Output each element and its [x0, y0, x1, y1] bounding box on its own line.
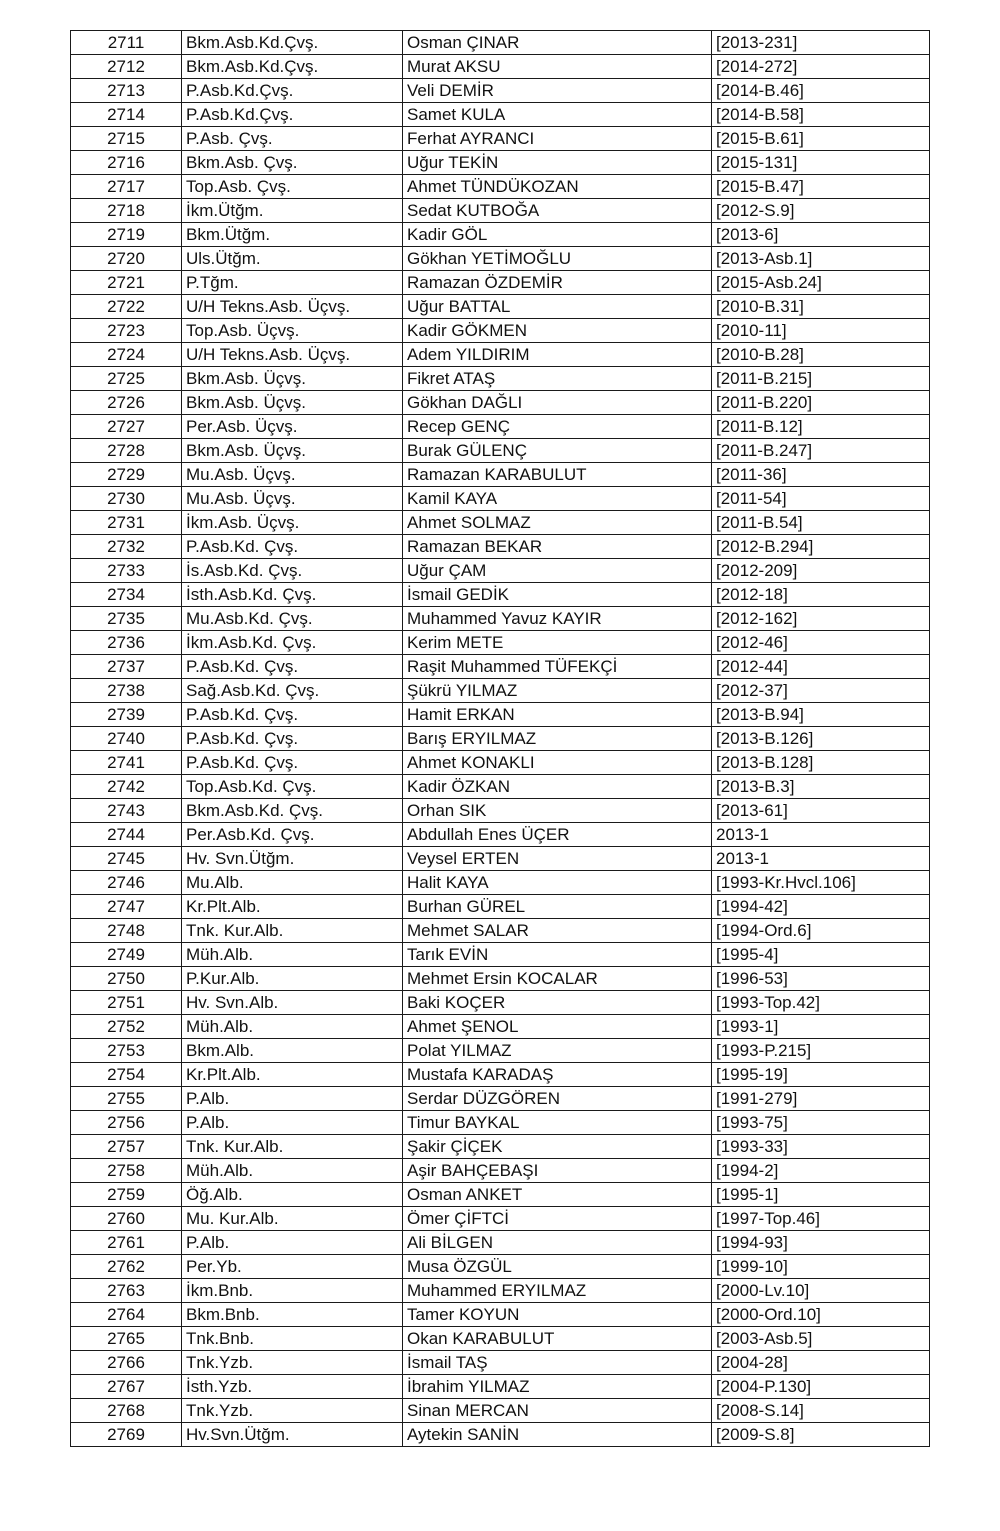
table-row	[71, 1327, 930, 1351]
registry-code-cell: [2011-B.247]	[712, 439, 930, 463]
table-row	[71, 535, 930, 559]
registry-code-cell: [2011-B.54]	[712, 511, 930, 535]
name-cell: Ahmet SOLMAZ	[403, 511, 712, 535]
table-row	[71, 967, 930, 991]
row-number-cell: 2722	[71, 295, 182, 319]
row-number-cell: 2731	[71, 511, 182, 535]
rank-cell: Bkm.Asb. Üçvş.	[182, 439, 403, 463]
name-cell: Veli DEMİR	[403, 79, 712, 103]
table-row	[71, 1135, 930, 1159]
table-row	[71, 319, 930, 343]
rank-cell: Bkm.Asb. Üçvş.	[182, 367, 403, 391]
name-cell: Ahmet ŞENOL	[403, 1015, 712, 1039]
registry-code-cell: [2009-S.8]	[712, 1423, 930, 1447]
table-row	[71, 1255, 930, 1279]
rank-cell: İsth.Asb.Kd. Çvş.	[182, 583, 403, 607]
registry-code-cell: [2013-Asb.1]	[712, 247, 930, 271]
registry-code-cell: [1994-42]	[712, 895, 930, 919]
table-row	[71, 343, 930, 367]
personnel-table-body	[71, 31, 930, 1447]
table-row	[71, 487, 930, 511]
row-number-cell: 2729	[71, 463, 182, 487]
row-number-cell: 2764	[71, 1303, 182, 1327]
registry-code-cell: [1993-Kr.Hvcl.106]	[712, 871, 930, 895]
name-cell: Ramazan KARABULUT	[403, 463, 712, 487]
registry-code-cell: [2004-P.130]	[712, 1375, 930, 1399]
table-row	[71, 1015, 930, 1039]
table-row	[71, 295, 930, 319]
table-row	[71, 655, 930, 679]
registry-code-cell: [1995-4]	[712, 943, 930, 967]
rank-cell: Mu.Alb.	[182, 871, 403, 895]
registry-code-cell: [2012-44]	[712, 655, 930, 679]
row-number-cell: 2760	[71, 1207, 182, 1231]
table-row	[71, 367, 930, 391]
table-row	[71, 1111, 930, 1135]
row-number-cell: 2747	[71, 895, 182, 919]
table-row	[71, 247, 930, 271]
rank-cell: Top.Asb. Çvş.	[182, 175, 403, 199]
name-cell: Mehmet Ersin KOCALAR	[403, 967, 712, 991]
name-cell: Murat AKSU	[403, 55, 712, 79]
registry-code-cell: [2011-B.215]	[712, 367, 930, 391]
rank-cell: Müh.Alb.	[182, 1159, 403, 1183]
name-cell: Kadir ÖZKAN	[403, 775, 712, 799]
name-cell: Timur BAYKAL	[403, 1111, 712, 1135]
rank-cell: Bkm.Asb. Üçvş.	[182, 391, 403, 415]
row-number-cell: 2724	[71, 343, 182, 367]
rank-cell: P.Asb.Kd. Çvş.	[182, 535, 403, 559]
table-row	[71, 727, 930, 751]
rank-cell: Bkm.Alb.	[182, 1039, 403, 1063]
name-cell: Osman ANKET	[403, 1183, 712, 1207]
row-number-cell: 2763	[71, 1279, 182, 1303]
rank-cell: Per.Yb.	[182, 1255, 403, 1279]
rank-cell: Top.Asb. Üçvş.	[182, 319, 403, 343]
row-number-cell: 2714	[71, 103, 182, 127]
row-number-cell: 2743	[71, 799, 182, 823]
registry-code-cell: [1999-10]	[712, 1255, 930, 1279]
table-row	[71, 223, 930, 247]
name-cell: Osman ÇINAR	[403, 31, 712, 55]
rank-cell: Bkm.Asb.Kd.Çvş.	[182, 55, 403, 79]
name-cell: Hamit ERKAN	[403, 703, 712, 727]
rank-cell: Müh.Alb.	[182, 1015, 403, 1039]
registry-code-cell: [2011-36]	[712, 463, 930, 487]
name-cell: Fikret ATAŞ	[403, 367, 712, 391]
rank-cell: P.Alb.	[182, 1087, 403, 1111]
name-cell: Sinan MERCAN	[403, 1399, 712, 1423]
row-number-cell: 2715	[71, 127, 182, 151]
row-number-cell: 2767	[71, 1375, 182, 1399]
table-row	[71, 1087, 930, 1111]
name-cell: Şakir ÇİÇEK	[403, 1135, 712, 1159]
name-cell: Polat YILMAZ	[403, 1039, 712, 1063]
row-number-cell: 2734	[71, 583, 182, 607]
row-number-cell: 2755	[71, 1087, 182, 1111]
name-cell: Veysel ERTEN	[403, 847, 712, 871]
rank-cell: Tnk.Yzb.	[182, 1399, 403, 1423]
row-number-cell: 2739	[71, 703, 182, 727]
row-number-cell: 2757	[71, 1135, 182, 1159]
registry-code-cell: [2013-B.126]	[712, 727, 930, 751]
row-number-cell: 2754	[71, 1063, 182, 1087]
table-row	[71, 415, 930, 439]
table-row	[71, 775, 930, 799]
name-cell: Muhammed ERYILMAZ	[403, 1279, 712, 1303]
registry-code-cell: [2013-61]	[712, 799, 930, 823]
registry-code-cell: [2012-209]	[712, 559, 930, 583]
rank-cell: Bkm.Asb.Kd.Çvş.	[182, 31, 403, 55]
registry-code-cell: [2000-Lv.10]	[712, 1279, 930, 1303]
row-number-cell: 2711	[71, 31, 182, 55]
rank-cell: P.Asb.Kd. Çvş.	[182, 727, 403, 751]
table-row	[71, 1063, 930, 1087]
name-cell: Okan KARABULUT	[403, 1327, 712, 1351]
name-cell: Gökhan YETİMOĞLU	[403, 247, 712, 271]
row-number-cell: 2738	[71, 679, 182, 703]
registry-code-cell: [2012-162]	[712, 607, 930, 631]
table-row	[71, 31, 930, 55]
table-row	[71, 703, 930, 727]
table-row	[71, 847, 930, 871]
name-cell: Kadir GÖKMEN	[403, 319, 712, 343]
table-row	[71, 751, 930, 775]
registry-code-cell: [1993-75]	[712, 1111, 930, 1135]
name-cell: Ahmet KONAKLI	[403, 751, 712, 775]
table-row	[71, 1183, 930, 1207]
rank-cell: Kr.Plt.Alb.	[182, 895, 403, 919]
rank-cell: P.Asb.Kd. Çvş.	[182, 655, 403, 679]
table-row	[71, 607, 930, 631]
name-cell: Uğur ÇAM	[403, 559, 712, 583]
row-number-cell: 2753	[71, 1039, 182, 1063]
rank-cell: P.Alb.	[182, 1111, 403, 1135]
row-number-cell: 2744	[71, 823, 182, 847]
name-cell: Musa ÖZGÜL	[403, 1255, 712, 1279]
row-number-cell: 2733	[71, 559, 182, 583]
name-cell: Serdar DÜZGÖREN	[403, 1087, 712, 1111]
rank-cell: Per.Asb. Üçvş.	[182, 415, 403, 439]
table-row	[71, 559, 930, 583]
rank-cell: Per.Asb.Kd. Çvş.	[182, 823, 403, 847]
name-cell: Tarık EVİN	[403, 943, 712, 967]
name-cell: Aytekin SANİN	[403, 1423, 712, 1447]
name-cell: Barış ERYILMAZ	[403, 727, 712, 751]
row-number-cell: 2746	[71, 871, 182, 895]
row-number-cell: 2723	[71, 319, 182, 343]
rank-cell: Tnk. Kur.Alb.	[182, 1135, 403, 1159]
rank-cell: P.Kur.Alb.	[182, 967, 403, 991]
registry-code-cell: 2013-1	[712, 847, 930, 871]
row-number-cell: 2762	[71, 1255, 182, 1279]
name-cell: Ömer ÇİFTCİ	[403, 1207, 712, 1231]
row-number-cell: 2713	[71, 79, 182, 103]
name-cell: Recep GENÇ	[403, 415, 712, 439]
row-number-cell: 2740	[71, 727, 182, 751]
row-number-cell: 2728	[71, 439, 182, 463]
table-row	[71, 1375, 930, 1399]
rank-cell: Sağ.Asb.Kd. Çvş.	[182, 679, 403, 703]
table-row	[71, 127, 930, 151]
row-number-cell: 2726	[71, 391, 182, 415]
rank-cell: İkm.Asb.Kd. Çvş.	[182, 631, 403, 655]
registry-code-cell: 2013-1	[712, 823, 930, 847]
registry-code-cell: [2013-B.128]	[712, 751, 930, 775]
rank-cell: Bkm.Ütğm.	[182, 223, 403, 247]
table-row	[71, 943, 930, 967]
registry-code-cell: [1997-Top.46]	[712, 1207, 930, 1231]
table-row	[71, 1351, 930, 1375]
row-number-cell: 2725	[71, 367, 182, 391]
rank-cell: Bkm.Asb. Çvş.	[182, 151, 403, 175]
registry-code-cell: [2013-231]	[712, 31, 930, 55]
row-number-cell: 2769	[71, 1423, 182, 1447]
table-row	[71, 55, 930, 79]
rank-cell: P.Tğm.	[182, 271, 403, 295]
rank-cell: Mu.Asb. Üçvş.	[182, 487, 403, 511]
row-number-cell: 2735	[71, 607, 182, 631]
registry-code-cell: [2014-B.46]	[712, 79, 930, 103]
registry-code-cell: [2011-B.12]	[712, 415, 930, 439]
table-row	[71, 151, 930, 175]
rank-cell: P.Asb. Çvş.	[182, 127, 403, 151]
table-row	[71, 463, 930, 487]
table-row	[71, 79, 930, 103]
row-number-cell: 2741	[71, 751, 182, 775]
registry-code-cell: [2012-46]	[712, 631, 930, 655]
name-cell: Kadir GÖL	[403, 223, 712, 247]
rank-cell: P.Alb.	[182, 1231, 403, 1255]
rank-cell: İsth.Yzb.	[182, 1375, 403, 1399]
row-number-cell: 2727	[71, 415, 182, 439]
table-row	[71, 271, 930, 295]
registry-code-cell: [1996-53]	[712, 967, 930, 991]
name-cell: Sedat KUTBOĞA	[403, 199, 712, 223]
registry-code-cell: [1993-33]	[712, 1135, 930, 1159]
registry-code-cell: [1994-93]	[712, 1231, 930, 1255]
name-cell: Tamer KOYUN	[403, 1303, 712, 1327]
rank-cell: Tnk. Kur.Alb.	[182, 919, 403, 943]
row-number-cell: 2720	[71, 247, 182, 271]
table-row	[71, 823, 930, 847]
row-number-cell: 2766	[71, 1351, 182, 1375]
name-cell: Ahmet TÜNDÜKOZAN	[403, 175, 712, 199]
rank-cell: Bkm.Bnb.	[182, 1303, 403, 1327]
rank-cell: İs.Asb.Kd. Çvş.	[182, 559, 403, 583]
rank-cell: Hv.Svn.Ütğm.	[182, 1423, 403, 1447]
table-row	[71, 439, 930, 463]
name-cell: Ramazan ÖZDEMİR	[403, 271, 712, 295]
name-cell: Uğur BATTAL	[403, 295, 712, 319]
name-cell: Raşit Muhammed TÜFEKÇİ	[403, 655, 712, 679]
registry-code-cell: [2013-B.3]	[712, 775, 930, 799]
name-cell: Ramazan BEKAR	[403, 535, 712, 559]
row-number-cell: 2751	[71, 991, 182, 1015]
row-number-cell: 2761	[71, 1231, 182, 1255]
rank-cell: Hv. Svn.Alb.	[182, 991, 403, 1015]
row-number-cell: 2759	[71, 1183, 182, 1207]
name-cell: Ali BİLGEN	[403, 1231, 712, 1255]
personnel-table	[70, 30, 930, 1447]
registry-code-cell: [1995-1]	[712, 1183, 930, 1207]
rank-cell: Mu.Asb. Üçvş.	[182, 463, 403, 487]
registry-code-cell: [2012-18]	[712, 583, 930, 607]
table-row	[71, 991, 930, 1015]
name-cell: Baki KOÇER	[403, 991, 712, 1015]
table-row	[71, 199, 930, 223]
registry-code-cell: [2013-6]	[712, 223, 930, 247]
table-row	[71, 1231, 930, 1255]
registry-code-cell: [2010-B.31]	[712, 295, 930, 319]
table-row	[71, 1159, 930, 1183]
name-cell: Ferhat AYRANCI	[403, 127, 712, 151]
table-row	[71, 1399, 930, 1423]
registry-code-cell: [1994-2]	[712, 1159, 930, 1183]
table-row	[71, 175, 930, 199]
name-cell: Adem YILDIRIM	[403, 343, 712, 367]
name-cell: İsmail TAŞ	[403, 1351, 712, 1375]
table-row	[71, 631, 930, 655]
row-number-cell: 2749	[71, 943, 182, 967]
table-row	[71, 871, 930, 895]
rank-cell: Bkm.Asb.Kd. Çvş.	[182, 799, 403, 823]
row-number-cell: 2758	[71, 1159, 182, 1183]
name-cell: Mehmet SALAR	[403, 919, 712, 943]
registry-code-cell: [1993-1]	[712, 1015, 930, 1039]
row-number-cell: 2730	[71, 487, 182, 511]
rank-cell: Kr.Plt.Alb.	[182, 1063, 403, 1087]
registry-code-cell: [2014-272]	[712, 55, 930, 79]
row-number-cell: 2737	[71, 655, 182, 679]
registry-code-cell: [2008-S.14]	[712, 1399, 930, 1423]
table-row	[71, 1039, 930, 1063]
table-row	[71, 895, 930, 919]
row-number-cell: 2765	[71, 1327, 182, 1351]
row-number-cell: 2750	[71, 967, 182, 991]
rank-cell: Müh.Alb.	[182, 943, 403, 967]
row-number-cell: 2718	[71, 199, 182, 223]
rank-cell: Mu.Asb.Kd. Çvş.	[182, 607, 403, 631]
rank-cell: U/H Tekns.Asb. Üçvş.	[182, 295, 403, 319]
table-row	[71, 1207, 930, 1231]
name-cell: Halit KAYA	[403, 871, 712, 895]
registry-code-cell: [2003-Asb.5]	[712, 1327, 930, 1351]
registry-code-cell: [1994-Ord.6]	[712, 919, 930, 943]
rank-cell: P.Asb.Kd. Çvş.	[182, 703, 403, 727]
table-row	[71, 1423, 930, 1447]
registry-code-cell: [2015-B.47]	[712, 175, 930, 199]
table-row	[71, 919, 930, 943]
rank-cell: P.Asb.Kd.Çvş.	[182, 79, 403, 103]
row-number-cell: 2712	[71, 55, 182, 79]
name-cell: Uğur TEKİN	[403, 151, 712, 175]
rank-cell: Tnk.Yzb.	[182, 1351, 403, 1375]
rank-cell: Hv. Svn.Ütğm.	[182, 847, 403, 871]
registry-code-cell: [2012-37]	[712, 679, 930, 703]
name-cell: İsmail GEDİK	[403, 583, 712, 607]
registry-code-cell: [1995-19]	[712, 1063, 930, 1087]
name-cell: Kerim METE	[403, 631, 712, 655]
rank-cell: Tnk.Bnb.	[182, 1327, 403, 1351]
name-cell: Gökhan DAĞLI	[403, 391, 712, 415]
registry-code-cell: [2011-B.220]	[712, 391, 930, 415]
registry-code-cell: [2010-B.28]	[712, 343, 930, 367]
rank-cell: İkm.Bnb.	[182, 1279, 403, 1303]
row-number-cell: 2717	[71, 175, 182, 199]
registry-code-cell: [2013-B.94]	[712, 703, 930, 727]
registry-code-cell: [1991-279]	[712, 1087, 930, 1111]
name-cell: Burak GÜLENÇ	[403, 439, 712, 463]
row-number-cell: 2752	[71, 1015, 182, 1039]
name-cell: Muhammed Yavuz KAYIR	[403, 607, 712, 631]
registry-code-cell: [2015-131]	[712, 151, 930, 175]
row-number-cell: 2736	[71, 631, 182, 655]
rank-cell: P.Asb.Kd. Çvş.	[182, 751, 403, 775]
registry-code-cell: [2012-S.9]	[712, 199, 930, 223]
rank-cell: U/H Tekns.Asb. Üçvş.	[182, 343, 403, 367]
registry-code-cell: [1993-P.215]	[712, 1039, 930, 1063]
name-cell: Burhan GÜREL	[403, 895, 712, 919]
table-row	[71, 679, 930, 703]
name-cell: Kamil KAYA	[403, 487, 712, 511]
name-cell: Aşir BAHÇEBAŞI	[403, 1159, 712, 1183]
rank-cell: Top.Asb.Kd. Çvş.	[182, 775, 403, 799]
registry-code-cell: [1993-Top.42]	[712, 991, 930, 1015]
table-row	[71, 799, 930, 823]
row-number-cell: 2716	[71, 151, 182, 175]
row-number-cell: 2768	[71, 1399, 182, 1423]
table-row	[71, 511, 930, 535]
registry-code-cell: [2011-54]	[712, 487, 930, 511]
table-row	[71, 583, 930, 607]
row-number-cell: 2732	[71, 535, 182, 559]
registry-code-cell: [2000-Ord.10]	[712, 1303, 930, 1327]
row-number-cell: 2748	[71, 919, 182, 943]
rank-cell: P.Asb.Kd.Çvş.	[182, 103, 403, 127]
registry-code-cell: [2015-Asb.24]	[712, 271, 930, 295]
registry-code-cell: [2012-B.294]	[712, 535, 930, 559]
row-number-cell: 2742	[71, 775, 182, 799]
table-row	[71, 1303, 930, 1327]
registry-code-cell: [2004-28]	[712, 1351, 930, 1375]
rank-cell: Öğ.Alb.	[182, 1183, 403, 1207]
table-row	[71, 103, 930, 127]
registry-code-cell: [2014-B.58]	[712, 103, 930, 127]
name-cell: Mustafa KARADAŞ	[403, 1063, 712, 1087]
registry-code-cell: [2015-B.61]	[712, 127, 930, 151]
row-number-cell: 2719	[71, 223, 182, 247]
row-number-cell: 2745	[71, 847, 182, 871]
rank-cell: Uls.Ütğm.	[182, 247, 403, 271]
name-cell: Samet KULA	[403, 103, 712, 127]
registry-code-cell: [2010-11]	[712, 319, 930, 343]
row-number-cell: 2756	[71, 1111, 182, 1135]
rank-cell: Mu. Kur.Alb.	[182, 1207, 403, 1231]
name-cell: Abdullah Enes ÜÇER	[403, 823, 712, 847]
rank-cell: İkm.Asb. Üçvş.	[182, 511, 403, 535]
name-cell: İbrahim YILMAZ	[403, 1375, 712, 1399]
rank-cell: İkm.Ütğm.	[182, 199, 403, 223]
name-cell: Orhan SIK	[403, 799, 712, 823]
row-number-cell: 2721	[71, 271, 182, 295]
table-row	[71, 391, 930, 415]
name-cell: Şükrü YILMAZ	[403, 679, 712, 703]
table-row	[71, 1279, 930, 1303]
